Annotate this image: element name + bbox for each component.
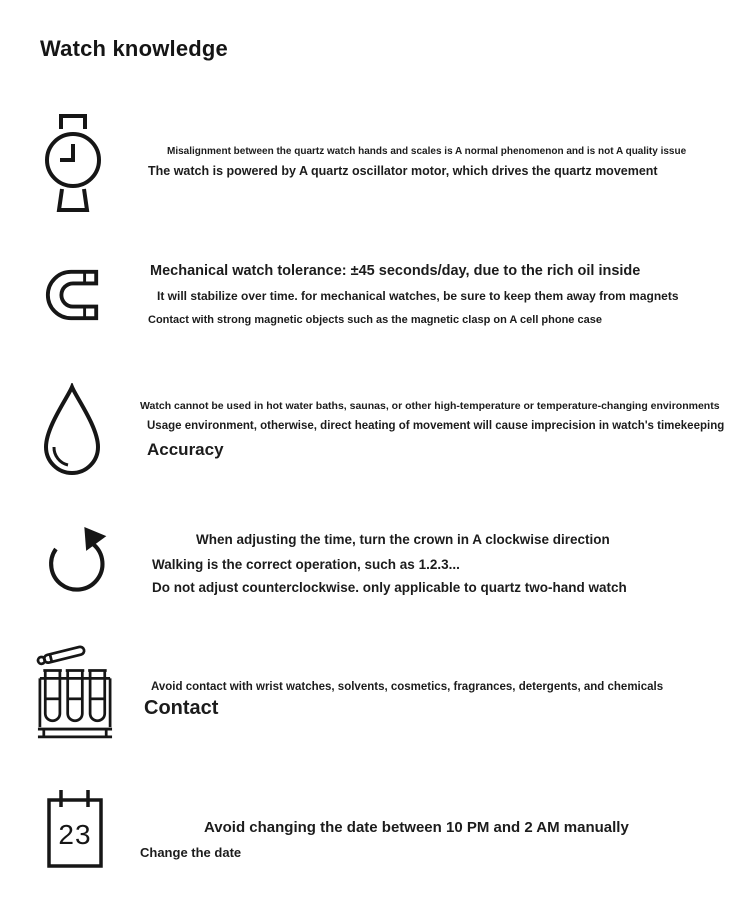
chemicals-line1: Avoid contact with wrist watches, solvents, cosmetics, fragrances, detergents, and chemicals (151, 681, 664, 693)
magnet-headline: Mechanical watch tolerance: ±45 seconds/day, due to the rich oil inside (150, 263, 641, 279)
section-date-change (0, 786, 750, 886)
magnet-line3: Contact with strong magnetic objects such as the magnetic clasp on A cell phone case (148, 314, 602, 326)
section-temperature-accuracy (0, 383, 750, 483)
accuracy-heading: Accuracy (147, 440, 224, 459)
calendar-icon (46, 788, 104, 870)
contact-heading: Contact (144, 697, 219, 719)
section-crown-adjustment (0, 520, 750, 605)
water-drop-icon (42, 383, 102, 479)
wristwatch-icon (45, 113, 101, 213)
crown-line1: When adjusting the time, turn the crown in A clockwise direction (196, 532, 610, 547)
horseshoe-magnet-icon (42, 266, 104, 324)
section-magnetism (0, 258, 750, 343)
section-quartz-movement (0, 113, 750, 218)
crown-line3: Do not adjust counterclockwise. only applicable to quartz two-hand watch (152, 580, 627, 595)
quartz-note-main: The watch is powered by A quartz oscillator motor, which drives the quartz movement (148, 164, 658, 178)
crown-line2: Walking is the correct operation, such as 1.2.3... (152, 557, 460, 572)
magnet-line2: It will stabilize over time. for mechanical watches, be sure to keep them away from magnets (157, 289, 679, 303)
clockwise-arrow-icon (44, 524, 110, 596)
water-line2: Usage environment, otherwise, direct heating of movement will cause imprecision in watch's timekeeping (147, 420, 725, 432)
water-line1: Watch cannot be used in hot water baths, saunas, or other high-temperature or temperature-changing environments (140, 400, 720, 412)
quartz-note-small: Misalignment between the quartz watch hands and scales is A normal phenomenon and is not A quality issue (167, 146, 687, 157)
calendar-day-number: 23 (58, 819, 92, 850)
section-chemicals (0, 643, 750, 743)
page-title: Watch knowledge (40, 36, 228, 61)
date-line1: Avoid changing the date between 10 PM and 2 AM manually (204, 819, 629, 836)
test-tubes-icon (36, 643, 114, 741)
change-date-heading: Change the date (140, 845, 242, 860)
